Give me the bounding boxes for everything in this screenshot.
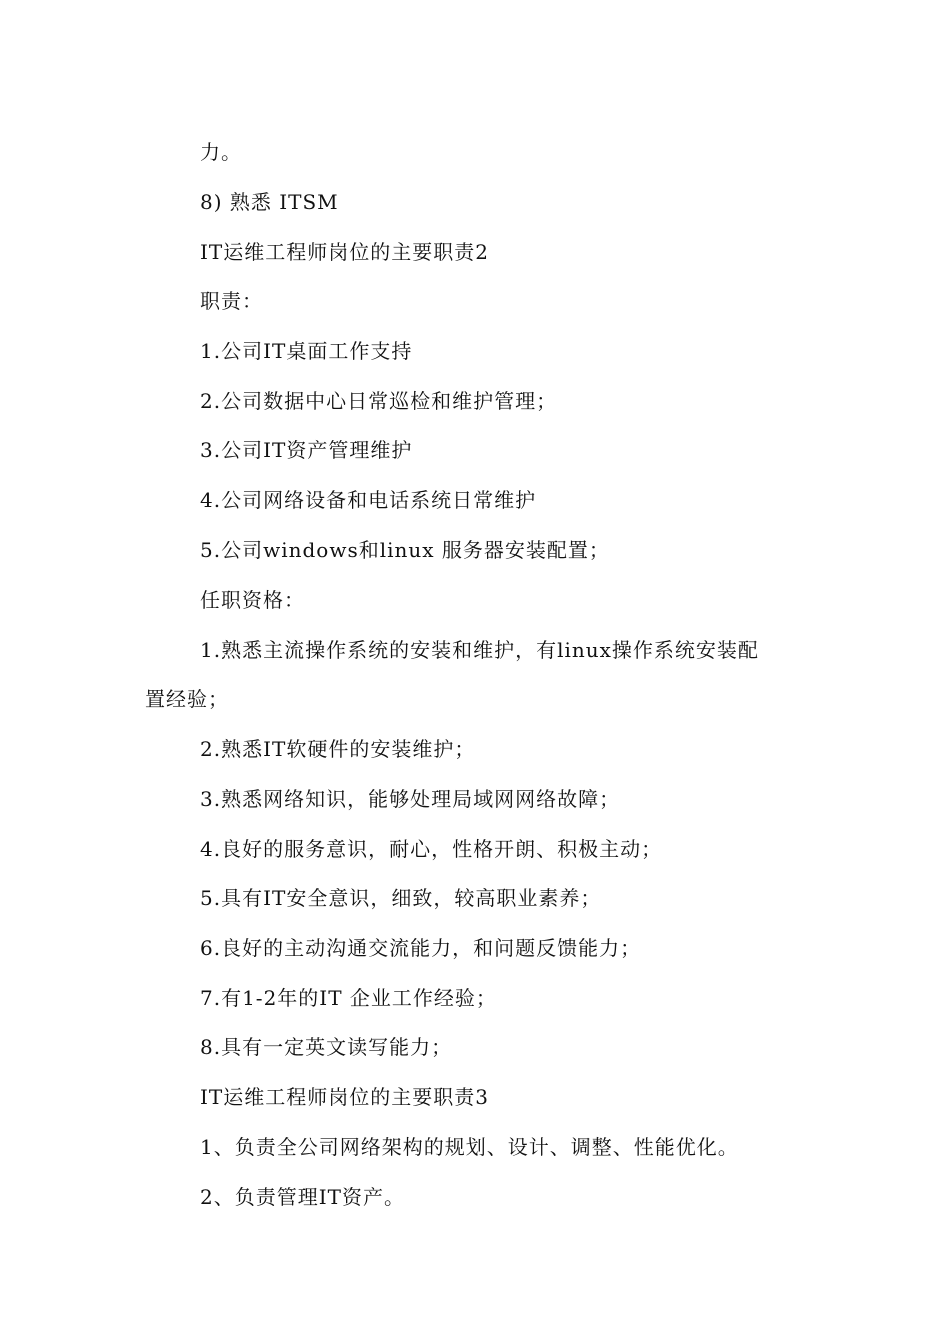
list-item: 4.良好的服务意识，耐心，性格开朗、积极主动； xyxy=(200,837,663,861)
list-item-continuation: 置经验； xyxy=(145,687,229,711)
list-item: 6.良好的主动沟通交流能力，和问题反馈能力； xyxy=(200,936,642,960)
list-item: 2、负责管理IT资产。 xyxy=(200,1185,405,1209)
list-item: 5.公司windows和linux 服务器安装配置； xyxy=(200,538,610,562)
list-item: 3.公司IT资产管理维护 xyxy=(200,438,413,462)
list-item: 1、负责全公司网络架构的规划、设计、调整、性能优化。 xyxy=(200,1135,739,1159)
subheading-qualifications: 任职资格： xyxy=(200,588,305,612)
text-line: 8) 熟悉 ITSM xyxy=(200,190,339,214)
list-item: 8.具有一定英文读写能力； xyxy=(200,1035,453,1059)
list-item: 4.公司网络设备和电话系统日常维护 xyxy=(200,488,537,512)
section-heading: IT运维工程师岗位的主要职责3 xyxy=(200,1085,489,1109)
list-item: 2.公司数据中心日常巡检和维护管理； xyxy=(200,389,558,413)
subheading-duties: 职责： xyxy=(200,289,263,313)
list-item: 2.熟悉IT软硬件的安装维护； xyxy=(200,737,476,761)
list-item: 7.有1-2年的IT 企业工作经验； xyxy=(200,986,497,1010)
list-item: 5.具有IT安全意识，细致，较高职业素养； xyxy=(200,886,602,910)
list-item: 1.熟悉主流操作系统的安装和维护，有linux操作系统安装配 xyxy=(200,638,759,662)
text-line: 力。 xyxy=(200,140,242,164)
list-item: 3.熟悉网络知识，能够处理局域网网络故障； xyxy=(200,787,621,811)
section-heading: IT运维工程师岗位的主要职责2 xyxy=(200,240,489,264)
list-item: 1.公司IT桌面工作支持 xyxy=(200,339,413,363)
